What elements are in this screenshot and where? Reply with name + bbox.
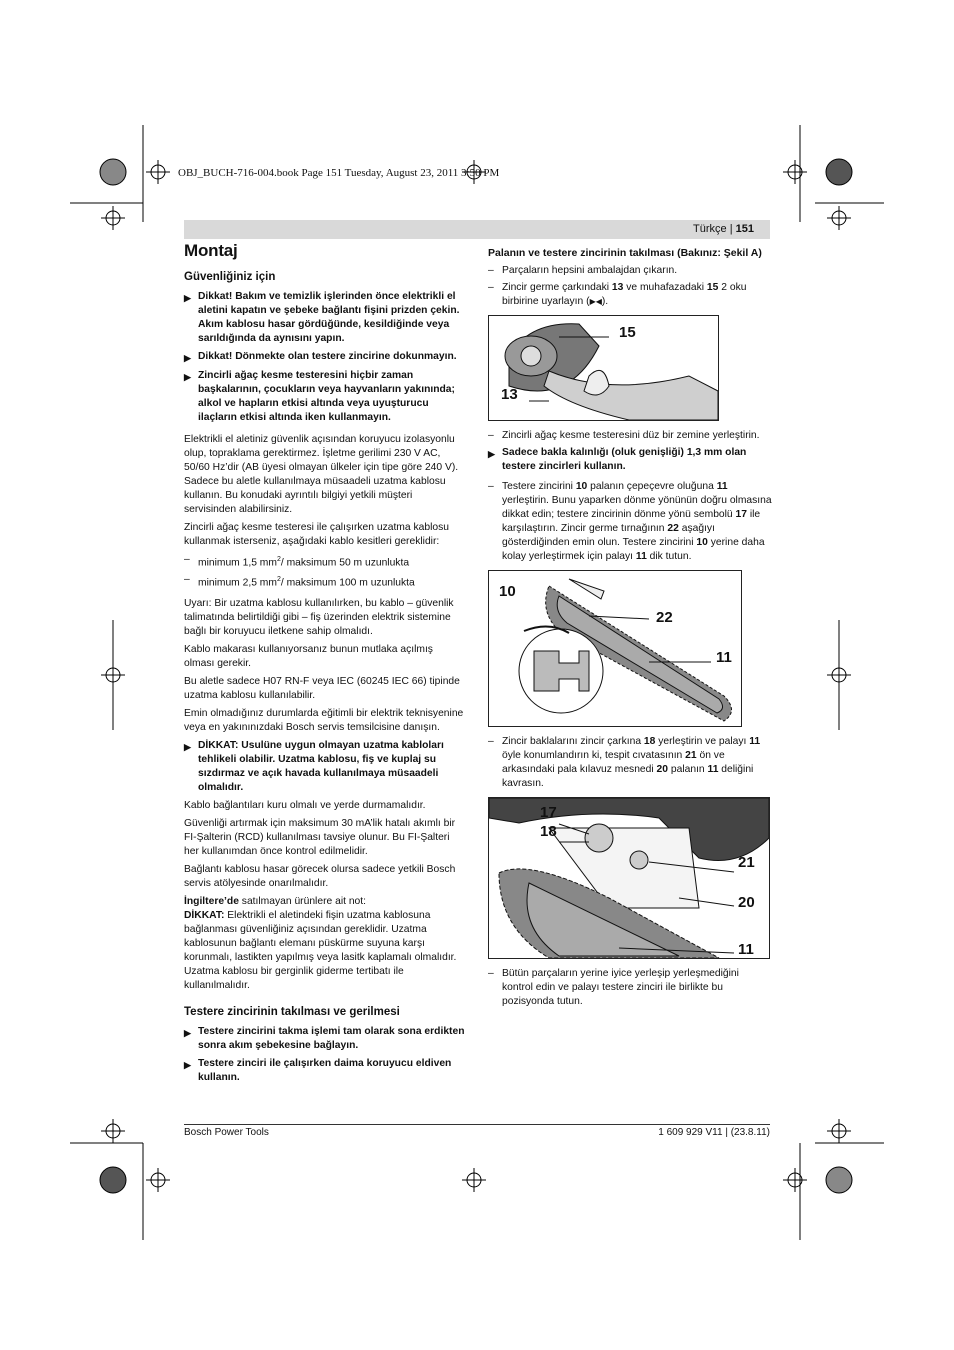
footer-divider xyxy=(184,1124,770,1125)
warning-item: ▶ DİKKAT: Usulüne uygun olmayan uzatma kabloları tehlikeli olabilir. Uzatma kablosu, fiş ve kuplaj su sızdırmaz ve açık havada kullanılmaya müsaadeli olmalıdır. xyxy=(184,739,444,793)
page-number: 151 xyxy=(735,223,754,235)
page-label: Türkçe | 151 xyxy=(693,223,754,235)
uk-note: İngiltere’de satılmayan ürünlere ait not: DİKKAT: Elektrikli el aletindeki fişin uzatma kablosuna bağlanması güvenliğiniz açısından gereklidir. Uzatma kablosunun bağlantı elemanı püskürme suyuna karşı korunmalı, lastikten yapılmış veya lasitk kaplamalı olmalıdır. Uzatma kablosu bir gerginlik giderme tertibatı ile kullanılmalıdır. xyxy=(184,895,457,991)
paragraph: Kablo makarası kullanıyorsanız bunun mutlaka açılmış olması gerekir. xyxy=(184,643,433,669)
left-column xyxy=(184,241,466,1089)
warning-item: ▶ Testere zinciri ile çalışırken daima koruyucu eldiven kullanın. xyxy=(184,1057,452,1083)
arrows-symbol-icon: ▶◀ xyxy=(589,297,602,306)
chain-bar-illustration xyxy=(489,571,741,726)
warning-item: ▶ Zincirli ağaç kesme testeresini hiçbir zaman başkalarının, çocukların veya hayvanların yakınında; alkol ve hapların etkisi altında veya uyuşturucu ilaçların etkisi altında iken kullanmayın. xyxy=(184,370,455,423)
assembly-heading: Palanın ve testere zincirinin takılması (Bakınız: Şekil A) xyxy=(488,247,762,259)
paragraph: Emin olmadığınız durumlarda eğitimli bir elektrik teknisyenine veya en yakınınızdaki Bosch servis temsilcisine danışın. xyxy=(184,707,464,733)
print-header: OBJ_BUCH-716-004.book Page 151 Tuesday, August 23, 2011 3:50 PM xyxy=(178,167,500,179)
safety-heading: Güvenliğiniz için xyxy=(184,271,276,283)
bar-mounting-illustration xyxy=(489,798,769,958)
footer-doc-number: 1 609 929 V11 | (23.8.11) xyxy=(658,1127,770,1138)
list-item: – Zincir germe çarkındaki 13 ve muhafazadaki 15 2 oku birbirine uyarlayın (▶◀). xyxy=(488,282,747,307)
paragraph: Bağlantı kablosu hasar görecek olursa sadece yetkili Bosch servis atölyesinde onarılmalıdır. xyxy=(184,863,456,889)
arrow-icon: ▶ xyxy=(184,1059,191,1070)
page-title: Montaj xyxy=(184,241,238,260)
paragraph: Elektrikli el aletiniz güvenlik açısından koruyucu izolasyonlu olup, topraklama gerektirmez. İşletme gerilimi 230 V AC, 50/60 Hz’dir (AB üyesi olmayan ülkeler için tipe göre 240 V). Sadece bu aletle kullanılmaya müsaadeli uzatma kablosu kullanın. Bu konudaki ayrıntılı bilgiyi yetkili müşteri servisinden alabilirsiniz. xyxy=(184,434,459,515)
paragraph: Zincirli ağaç kesme testeresi ile çalışırken uzatma kablosu kullanmak isterseniz, aşağıdaki kablo kesitleri gereklidir: xyxy=(184,522,449,547)
list-item: – minimum 1,5 $mm^2/$ maksimum 50 m uzunlukta xyxy=(184,554,410,569)
figure-bar-mounting xyxy=(488,797,770,959)
arrow-icon: ▶ xyxy=(184,293,191,303)
arrow-icon: ▶ xyxy=(184,1027,191,1038)
figure-chain-on-bar xyxy=(488,570,742,727)
paragraph: Uyarı: Bir uzatma kablosu kullanılırken, bu kablo – güvenlik talimatında belirtildiği gibi – fiş üzerinden elektrik sistemine bağlı bir koruyucu iletkene sahip olmalıdı. xyxy=(184,597,454,637)
language-label: Türkçe xyxy=(693,223,727,235)
callout-22: 22 xyxy=(656,609,673,626)
callout-11: 11 xyxy=(738,941,754,958)
callout-17: 17 xyxy=(540,804,557,821)
paragraph: Kablo bağlantıları kuru olmalı ve yerde durmamalıdır. xyxy=(184,799,426,811)
footer-brand: Bosch Power Tools xyxy=(184,1127,269,1138)
callout-21: 21 xyxy=(738,854,755,871)
callout-18: 18 xyxy=(540,823,557,840)
list-item: – Bütün parçaların yerine iyice yerleşip yerleşmediğini kontrol edin ve palayı testere zinciri ile birlikte bu pozisyonda tutun. xyxy=(488,968,739,1007)
top-bar xyxy=(184,220,770,239)
callout-13: 13 xyxy=(501,386,518,403)
list-item: – minimum 2,5 $mm^2/$ maksimum 100 m uzunlukta xyxy=(184,574,415,589)
figure-tension-wheel xyxy=(488,315,719,421)
list-item: – Parçaların hepsini ambalajdan çıkarın. xyxy=(488,265,678,276)
list-item: – Zincirli ağaç kesme testeresini düz bir zemine yerleştirin. xyxy=(488,430,760,441)
chain-heading: Testere zincirinin takılması ve gerilmesi xyxy=(184,1005,400,1018)
right-column xyxy=(488,246,772,1012)
callout-11: 11 xyxy=(716,649,732,666)
callout-20: 20 xyxy=(738,894,755,911)
paragraph: Bu aletle sadece H07 RN-F veya IEC (60245 IEC 66) tipinde uzatma kablosu kullanılabilir. xyxy=(184,675,460,701)
warning-item: ▶ Dikkat! Dönmekte olan testere zincirine dokunmayın. xyxy=(184,351,457,363)
list-item: – Zincir baklalarını zincir çarkına 18 yerleştirin ve palayı 11 öyle konumlandırın ki, tespit cıvatasının 21 ön ve arkasındaki pala kılavuz mesnedi 20 palanın 11 deliğini kavrasın. xyxy=(488,736,761,789)
list-item: – Testere zincirini 10 palanın çepeçevre oluğuna 11 yerleştirin. Bunu yaparken dönme yönünün doğru olmasına dikkat edin; testere zincirinin dönme yönü sembolü 17 ile karşılaştırın. Zincir germe tırnağının 22 aşağıyı gösterdiğinden emin olun. Testere zincirini 10 yerine daha kolay yerleştirmek için palayı 11 dik tutun. xyxy=(488,481,772,562)
arrow-icon: ▶ xyxy=(488,449,495,459)
warning-item: ▶ Sadece bakla kalınlığı (oluk genişliği) 1,3 mm olan testere zincirleri kullanın. xyxy=(488,447,747,472)
arrow-icon: ▶ xyxy=(184,353,191,363)
warning-item: ▶ Testere zincirini takma işlemi tam olarak sona erdikten sonra akım şebekesine bağlayın. xyxy=(184,1025,465,1051)
paragraph: Güvenliği artırmak için maksimum 30 mA’lik hatalı akımlı bir FI-Şalterin (RCD) kullanılması tavsiye olunur. Bu FI-Şalteri her kullanımdan önce kontrol edilmelidir. xyxy=(184,817,456,857)
arrow-icon: ▶ xyxy=(184,372,191,382)
callout-15: 15 xyxy=(619,324,636,341)
tension-wheel-illustration xyxy=(489,316,718,420)
callout-10: 10 xyxy=(499,583,516,600)
arrow-icon: ▶ xyxy=(184,741,191,752)
warning-item: ▶ Dikkat! Bakım ve temizlik işlerinden önce elektrikli el aletini kapatın ve şebeke bağlantı fişini prizden çekin. Akım kablosu hasar gördüğünde, kesildiğinde veya sarıldığında da aynısını yapın. xyxy=(184,291,460,344)
